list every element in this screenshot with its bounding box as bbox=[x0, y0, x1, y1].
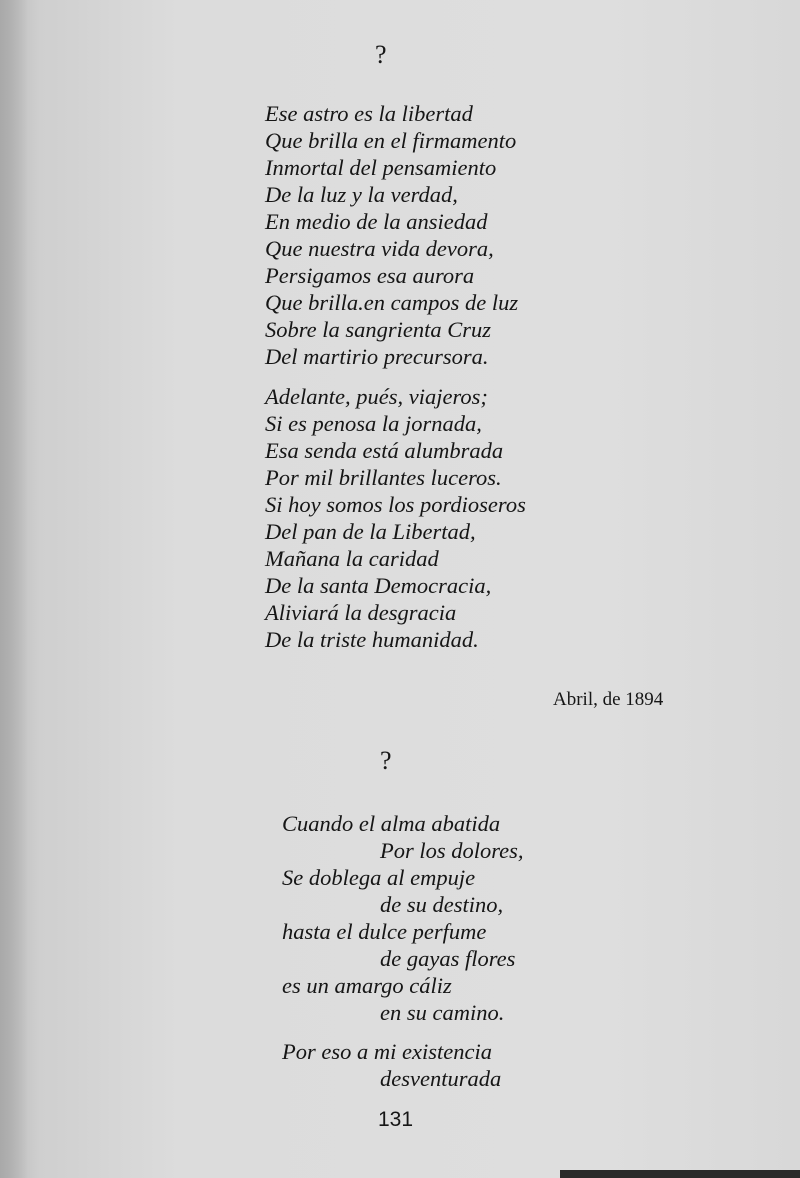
poem1-date: Abril, de 1894 bbox=[553, 689, 664, 710]
page-number: 131 bbox=[378, 1108, 414, 1131]
poem2-title-mark: ? bbox=[380, 746, 392, 775]
verse-line: Por los dolores, bbox=[380, 838, 524, 863]
verse-line: Si hoy somos los pordioseros bbox=[265, 492, 526, 517]
verse-line: Mañana la caridad bbox=[265, 546, 439, 571]
verse-line: De la triste humanidad. bbox=[265, 627, 479, 652]
verse-line: Se doblega al empuje bbox=[282, 865, 476, 890]
verse-line: Del pan de la Libertad, bbox=[265, 519, 476, 544]
verse-line: Inmortal del pensamiento bbox=[265, 155, 497, 180]
verse-line: De la luz y la verdad, bbox=[265, 182, 458, 207]
verse-line: Sobre la sangrienta Cruz bbox=[265, 317, 492, 342]
scan-bottom-edge bbox=[560, 1170, 800, 1178]
poem1-stanza1 bbox=[265, 100, 518, 370]
verse-line: En medio de la ansiedad bbox=[265, 209, 488, 234]
verse-line: Que nuestra vida devora, bbox=[265, 236, 494, 261]
verse-line: Ese astro es la libertad bbox=[265, 101, 473, 126]
verse-line: Por eso a mi existencia bbox=[282, 1039, 492, 1064]
verse-line: Del martirio precursora. bbox=[265, 344, 489, 369]
verse-line: Que brilla en el firmamento bbox=[265, 128, 517, 153]
poem2-stanza1 bbox=[282, 810, 524, 1026]
verse-line: Por mil brillantes luceros. bbox=[265, 465, 502, 490]
verse-line: Cuando el alma abatida bbox=[282, 811, 501, 836]
verse-line: de gayas flores bbox=[380, 946, 516, 971]
verse-line: De la santa Democracia, bbox=[265, 573, 492, 598]
verse-line: Que brilla.en campos de luz bbox=[265, 290, 519, 315]
poem1-title-mark: ? bbox=[375, 40, 387, 69]
verse-line: Adelante, pués, viajeros; bbox=[265, 384, 488, 409]
verse-line: en su camino. bbox=[380, 1000, 505, 1025]
verse-line: hasta el dulce perfume bbox=[282, 919, 487, 944]
poem1-stanza2 bbox=[265, 383, 526, 653]
verse-line: Si es penosa la jornada, bbox=[265, 411, 482, 436]
verse-line: es un amargo cáliz bbox=[282, 973, 452, 998]
verse-line: Esa senda está alumbrada bbox=[265, 438, 504, 463]
verse-line: de su destino, bbox=[380, 892, 504, 917]
verse-line: Aliviará la desgracia bbox=[265, 600, 457, 625]
verse-line: Persigamos esa aurora bbox=[265, 263, 475, 288]
poem2-stanza2 bbox=[282, 1038, 501, 1092]
page-gutter-shadow bbox=[0, 0, 28, 1178]
verse-line: desventurada bbox=[380, 1066, 502, 1091]
